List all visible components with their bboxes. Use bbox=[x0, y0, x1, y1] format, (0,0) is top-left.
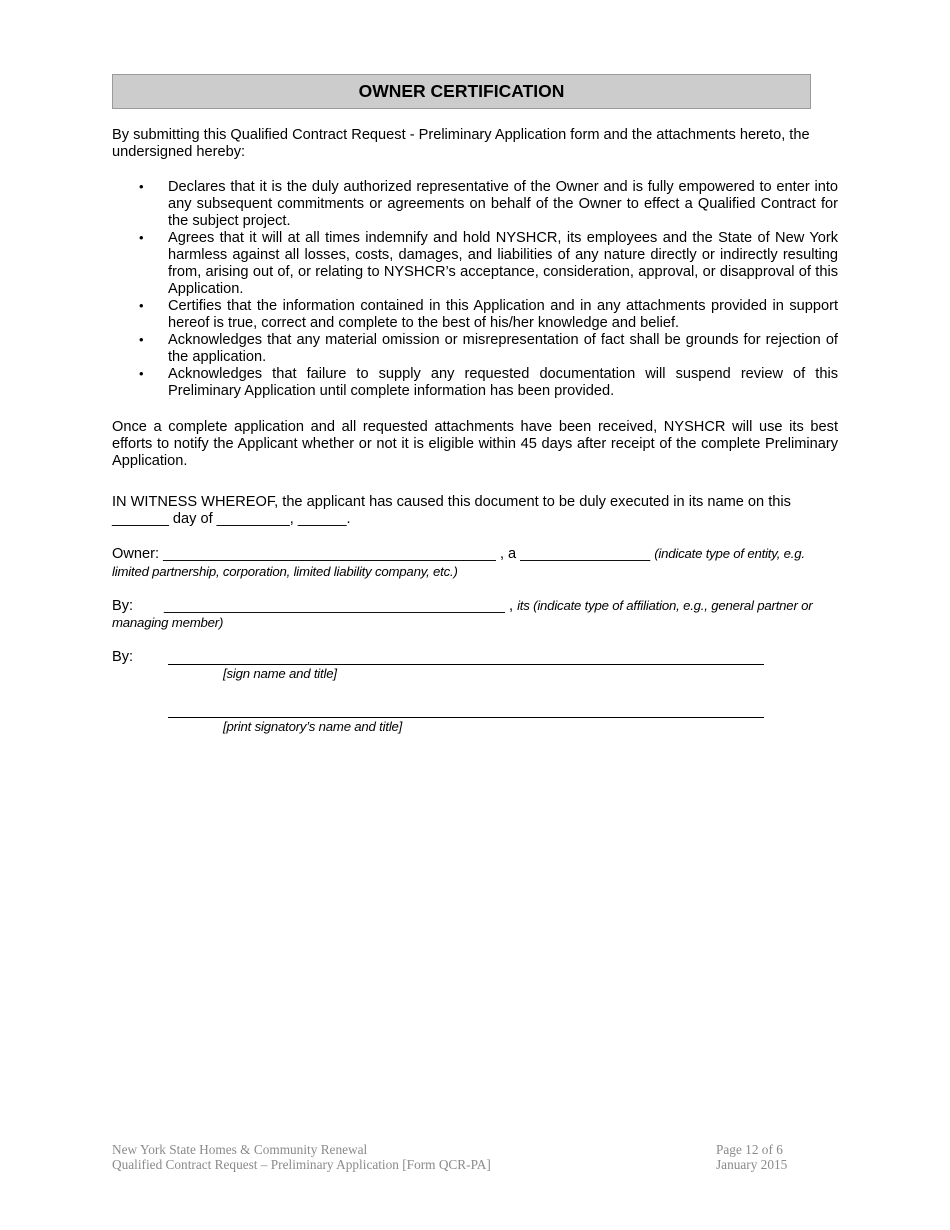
bullet-icon: • bbox=[139, 230, 144, 245]
footer-org: New York State Homes & Community Renewal bbox=[112, 1142, 368, 1157]
footer-right bbox=[716, 1142, 787, 1172]
section-title: OWNER CERTIFICATION bbox=[112, 74, 811, 109]
owner-label: Owner: bbox=[112, 546, 160, 562]
intro-paragraph: By submitting this Qualified Contract Request - Preliminary Application form and the attachments hereto, the undersigned hereby: bbox=[112, 127, 810, 160]
bullet-text: Declares that it is the duly authorized representative of the Owner and is fully empowered to enter into any subsequent commitments or agreements on behalf of the Owner to effect a Qualified Contract for the subject project. bbox=[168, 179, 838, 229]
print-caption: [print signatory’s name and title] bbox=[223, 719, 403, 734]
owner-connector: , a bbox=[499, 546, 517, 562]
owner-name-field[interactable]: _________________________________________ bbox=[163, 546, 496, 562]
entity-type-hint-cont: limited partnership, corporation, limited liability company, etc.) bbox=[112, 564, 458, 579]
bullet-icon: • bbox=[139, 332, 144, 347]
list-item bbox=[112, 230, 838, 298]
witness-line-1: IN WITNESS WHEREOF, the applicant has caused this document to be duly executed in its name on this bbox=[112, 494, 791, 510]
owner-row bbox=[112, 545, 838, 563]
by1-connector: , bbox=[508, 598, 514, 614]
list-item bbox=[112, 366, 838, 400]
bullet-text: Agrees that it will at all times indemnify and hold NYSHCR, its employees and the State of New York harmless against all losses, costs, damages, and liabilities of any nature directly or indirectly resulting from, arising out of, or relating to NYSHCR’s acceptance, consideration, approval, or disapproval of this Application. bbox=[168, 230, 838, 297]
certification-list bbox=[112, 179, 838, 400]
affiliate-name-field[interactable]: __________________________________________ bbox=[164, 598, 505, 614]
bullet-icon: • bbox=[139, 179, 144, 194]
print-name-line[interactable] bbox=[168, 717, 764, 718]
bullet-icon: • bbox=[139, 298, 144, 313]
footer-form: Qualified Contract Request – Preliminary Application [Form QCR-PA] bbox=[112, 1157, 491, 1172]
bullet-text: Acknowledges that any material omission or misrepresentation of fact shall be grounds for rejection of the application. bbox=[168, 332, 838, 365]
affiliation-hint: its (indicate type of affiliation, e.g., general partner or bbox=[517, 598, 813, 613]
sign-caption: [sign name and title] bbox=[223, 666, 337, 681]
by-label-1: By: bbox=[112, 598, 134, 614]
bullet-text: Acknowledges that failure to supply any requested documentation will suspend review of this Preliminary Application until complete information has been provided. bbox=[168, 366, 838, 399]
footer-left bbox=[112, 1142, 491, 1172]
signature-line[interactable] bbox=[168, 664, 764, 665]
bullet-icon: • bbox=[139, 366, 144, 381]
list-item bbox=[112, 179, 838, 230]
list-item bbox=[112, 332, 838, 366]
entity-type-hint: (indicate type of entity, e.g. bbox=[654, 546, 805, 561]
bullet-text: Certifies that the information contained in this Application and in any attachments provided in support hereof is true, correct and complete to the best of his/her knowledge and belief. bbox=[168, 298, 838, 331]
notice-paragraph: Once a complete application and all requested attachments have been received, NYSHCR will use its best efforts to notify the Applicant whether or not it is eligible within 45 days after receipt of the complete Preliminary Application. bbox=[112, 419, 838, 469]
by-row-1 bbox=[112, 597, 838, 615]
by-label-2: By: bbox=[112, 649, 134, 665]
list-item bbox=[112, 298, 838, 332]
footer-date: January 2015 bbox=[716, 1157, 788, 1172]
page-number: Page 12 of 6 bbox=[716, 1142, 783, 1157]
entity-type-field[interactable]: ________________ bbox=[520, 546, 651, 562]
affiliation-hint-cont: managing member) bbox=[112, 615, 224, 630]
witness-line-2[interactable]: _______ day of _________, ______. bbox=[112, 511, 351, 527]
